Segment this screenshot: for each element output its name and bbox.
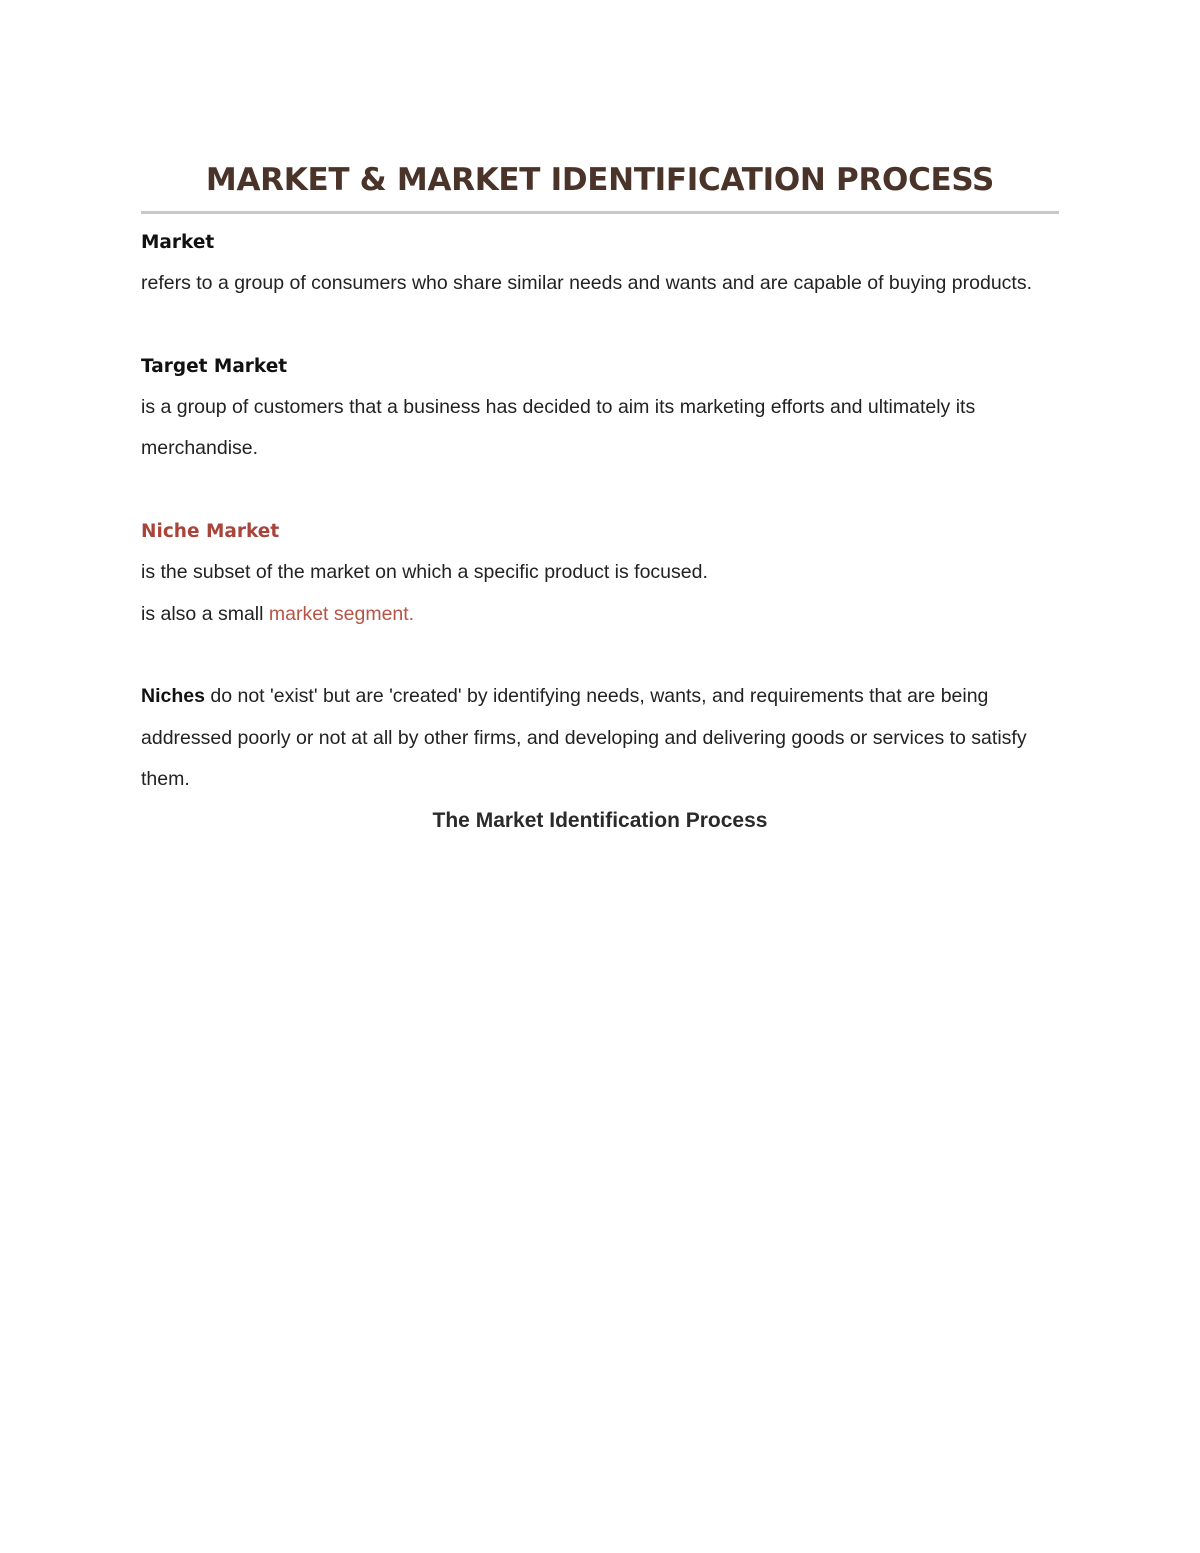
market-segment-term: market segment. bbox=[268, 602, 415, 625]
page-title: MARKET & MARKET IDENTIFICATION PROCESS bbox=[205, 162, 995, 198]
section-body-niche-market-line2 bbox=[141, 594, 1059, 635]
section-niches-paragraph bbox=[141, 676, 1059, 800]
spacer bbox=[141, 305, 1059, 346]
document-body bbox=[141, 222, 1059, 841]
section-body-market: refers to a group of consumers who share similar needs and wants and are capable of buying products. bbox=[141, 272, 1033, 295]
section-heading-niche-market: Niche Market bbox=[141, 521, 280, 543]
niches-body: do not 'exist' but are 'created' by identifying needs, wants, and requirements that are being addressed poorly or not at all by other firms, and developing and delivering goods or services to satisfy them. bbox=[141, 685, 1027, 790]
title-divider bbox=[141, 211, 1059, 214]
niches-lead-term: Niches bbox=[141, 685, 205, 708]
section-body-niche-market-line1: is the subset of the market on which a specific product is focused. bbox=[141, 561, 708, 584]
section-body-target-market: is a group of customers that a business has decided to aim its marketing efforts and ultimately its merchandise. bbox=[141, 396, 976, 460]
section-heading-target-market: Target Market bbox=[141, 355, 288, 377]
section-heading-market: Market bbox=[141, 232, 215, 253]
spacer bbox=[141, 470, 1059, 511]
niche-line2-prefix: is also a small bbox=[141, 602, 269, 625]
section-subtitle: The Market Identification Process bbox=[432, 809, 768, 833]
spacer bbox=[141, 635, 1059, 676]
